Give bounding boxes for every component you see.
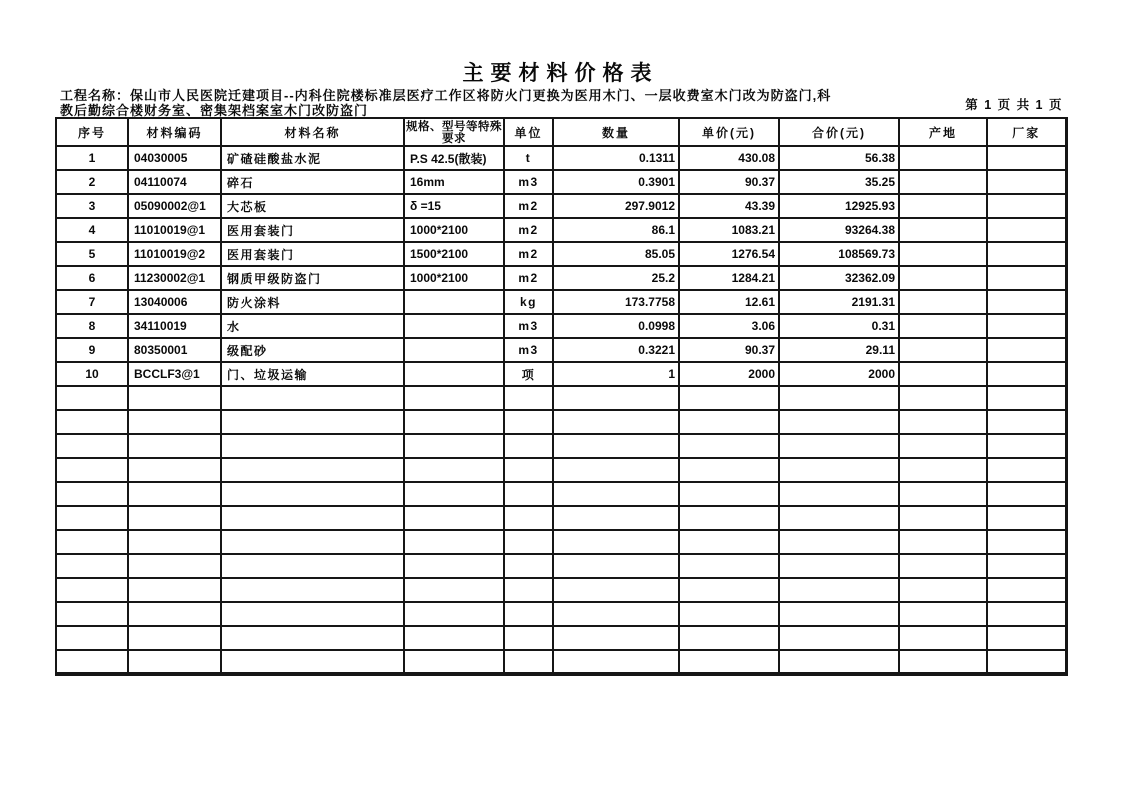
column-header-quantity: 数量 [553, 118, 679, 146]
cell-no: 2 [56, 170, 128, 194]
empty-cell [779, 650, 899, 674]
empty-cell [987, 506, 1066, 530]
cell-unit-price: 90.37 [679, 170, 779, 194]
empty-cell [679, 506, 779, 530]
cell-quantity: 173.7758 [553, 290, 679, 314]
empty-cell [679, 410, 779, 434]
empty-cell [504, 434, 553, 458]
cell-quantity: 85.05 [553, 242, 679, 266]
cell-origin [899, 170, 987, 194]
empty-cell [679, 458, 779, 482]
cell-spec [404, 314, 504, 338]
cell-unit: m3 [504, 314, 553, 338]
empty-cell [987, 626, 1066, 650]
page-indicator: 第 1 页 共 1 页 [965, 98, 1063, 112]
cell-unit: m2 [504, 218, 553, 242]
cell-name: 钢质甲级防盗门 [221, 266, 404, 290]
empty-cell [404, 458, 504, 482]
empty-cell [404, 434, 504, 458]
table-row [56, 290, 1066, 314]
cell-name: 矿碴硅酸盐水泥 [221, 146, 404, 170]
cell-spec: 1000*2100 [404, 266, 504, 290]
empty-cell [56, 410, 128, 434]
column-header-factory: 厂家 [987, 118, 1066, 146]
empty-cell [899, 530, 987, 554]
empty-cell [679, 482, 779, 506]
cell-spec: 1000*2100 [404, 218, 504, 242]
cell-no: 10 [56, 362, 128, 386]
cell-factory [987, 146, 1066, 170]
cell-origin [899, 242, 987, 266]
empty-cell [779, 626, 899, 650]
column-header-origin: 产地 [899, 118, 987, 146]
empty-cell [56, 554, 128, 578]
cell-name: 医用套装门 [221, 218, 404, 242]
empty-cell [899, 554, 987, 578]
cell-origin [899, 362, 987, 386]
cell-factory [987, 338, 1066, 362]
cell-unit-price: 1083.21 [679, 218, 779, 242]
cell-no: 3 [56, 194, 128, 218]
cell-code: 11010019@2 [128, 242, 221, 266]
cell-spec [404, 290, 504, 314]
cell-no: 5 [56, 242, 128, 266]
empty-cell [987, 434, 1066, 458]
cell-no: 4 [56, 218, 128, 242]
empty-cell [899, 650, 987, 674]
empty-cell [128, 578, 221, 602]
empty-cell [504, 578, 553, 602]
empty-cell [987, 650, 1066, 674]
empty-cell [504, 530, 553, 554]
empty-cell [779, 434, 899, 458]
cell-no: 6 [56, 266, 128, 290]
cell-unit-price: 1276.54 [679, 242, 779, 266]
empty-cell [899, 626, 987, 650]
empty-cell [221, 530, 404, 554]
material-price-table [55, 117, 1068, 676]
empty-cell [553, 506, 679, 530]
cell-unit-price: 90.37 [679, 338, 779, 362]
cell-origin [899, 290, 987, 314]
cell-unit: m2 [504, 266, 553, 290]
empty-cell [899, 386, 987, 410]
empty-cell [221, 434, 404, 458]
header-row [56, 118, 1066, 146]
empty-cell [553, 386, 679, 410]
empty-cell [504, 458, 553, 482]
column-header-spec-line1: 规格、型号等特殊 [406, 121, 502, 133]
empty-cell [56, 530, 128, 554]
empty-cell [779, 530, 899, 554]
cell-code: 80350001 [128, 338, 221, 362]
table-row [56, 242, 1066, 266]
empty-cell [899, 434, 987, 458]
cell-origin [899, 338, 987, 362]
cell-total-price: 108569.73 [779, 242, 899, 266]
cell-factory [987, 242, 1066, 266]
cell-unit: kg [504, 290, 553, 314]
empty-cell [504, 506, 553, 530]
cell-no: 9 [56, 338, 128, 362]
cell-quantity: 0.3221 [553, 338, 679, 362]
cell-name: 防火涂料 [221, 290, 404, 314]
cell-origin [899, 194, 987, 218]
cell-code: 13040006 [128, 290, 221, 314]
cell-origin [899, 314, 987, 338]
cell-total-price: 56.38 [779, 146, 899, 170]
empty-cell [679, 530, 779, 554]
cell-unit-price: 1284.21 [679, 266, 779, 290]
empty-cell [553, 410, 679, 434]
empty-cell [899, 482, 987, 506]
cell-unit: m2 [504, 242, 553, 266]
cell-factory [987, 194, 1066, 218]
empty-cell [404, 578, 504, 602]
empty-table-row [56, 410, 1066, 434]
empty-cell [221, 626, 404, 650]
cell-code: 05090002@1 [128, 194, 221, 218]
empty-table-row [56, 578, 1066, 602]
empty-cell [987, 458, 1066, 482]
empty-cell [56, 626, 128, 650]
empty-cell [779, 482, 899, 506]
empty-cell [779, 410, 899, 434]
project-name-line1: 工程名称：保山市人民医院迁建项目--内科住院楼标准层医疗工作区将防火门更换为医用木门、一层收费室木门改为防盗门,科 [60, 88, 832, 103]
cell-total-price: 2191.31 [779, 290, 899, 314]
empty-table-row [56, 626, 1066, 650]
cell-unit: 项 [504, 362, 553, 386]
empty-cell [504, 650, 553, 674]
cell-factory [987, 362, 1066, 386]
cell-factory [987, 314, 1066, 338]
cell-factory [987, 218, 1066, 242]
empty-cell [128, 458, 221, 482]
cell-unit-price: 430.08 [679, 146, 779, 170]
cell-factory [987, 266, 1066, 290]
cell-quantity: 1 [553, 362, 679, 386]
project-name-line2: 教后勤综合楼财务室、密集架档案室木门改防盗门 [60, 103, 369, 117]
empty-cell [504, 602, 553, 626]
empty-cell [221, 410, 404, 434]
empty-cell [504, 554, 553, 578]
empty-cell [899, 506, 987, 530]
empty-cell [779, 554, 899, 578]
cell-total-price: 2000 [779, 362, 899, 386]
cell-spec [404, 362, 504, 386]
empty-table-row [56, 554, 1066, 578]
cell-total-price: 35.25 [779, 170, 899, 194]
empty-cell [221, 554, 404, 578]
cell-total-price: 0.31 [779, 314, 899, 338]
column-header-spec [404, 118, 504, 146]
cell-unit: m3 [504, 338, 553, 362]
column-header-no: 序号 [56, 118, 128, 146]
cell-origin [899, 218, 987, 242]
empty-cell [553, 650, 679, 674]
empty-cell [679, 650, 779, 674]
cell-code: 11010019@1 [128, 218, 221, 242]
cell-spec: P.S 42.5(散装) [404, 146, 504, 170]
empty-cell [899, 458, 987, 482]
cell-name: 门、垃圾运输 [221, 362, 404, 386]
column-header-total-price: 合价(元) [779, 118, 899, 146]
empty-cell [128, 626, 221, 650]
empty-table-row [56, 506, 1066, 530]
empty-table-row [56, 482, 1066, 506]
empty-cell [128, 650, 221, 674]
empty-cell [128, 602, 221, 626]
empty-cell [404, 554, 504, 578]
cell-unit: m2 [504, 194, 553, 218]
table-row [56, 266, 1066, 290]
empty-cell [899, 602, 987, 626]
empty-cell [679, 626, 779, 650]
empty-cell [56, 458, 128, 482]
empty-cell [128, 482, 221, 506]
table-row [56, 170, 1066, 194]
empty-cell [56, 650, 128, 674]
empty-cell [679, 602, 779, 626]
empty-cell [553, 554, 679, 578]
empty-cell [553, 602, 679, 626]
empty-cell [221, 602, 404, 626]
cell-factory [987, 290, 1066, 314]
table-row [56, 314, 1066, 338]
empty-cell [779, 506, 899, 530]
empty-cell [553, 434, 679, 458]
table-row [56, 218, 1066, 242]
cell-code: 11230002@1 [128, 266, 221, 290]
cell-quantity: 0.1311 [553, 146, 679, 170]
empty-cell [404, 602, 504, 626]
empty-cell [553, 578, 679, 602]
empty-cell [987, 578, 1066, 602]
cell-spec: 16mm [404, 170, 504, 194]
cell-code: BCCLF3@1 [128, 362, 221, 386]
empty-cell [553, 482, 679, 506]
empty-table-row [56, 458, 1066, 482]
cell-unit-price: 12.61 [679, 290, 779, 314]
empty-cell [679, 386, 779, 410]
cell-quantity: 0.0998 [553, 314, 679, 338]
cell-total-price: 29.11 [779, 338, 899, 362]
empty-cell [779, 458, 899, 482]
cell-quantity: 86.1 [553, 218, 679, 242]
empty-cell [404, 410, 504, 434]
empty-cell [679, 578, 779, 602]
cell-name: 水 [221, 314, 404, 338]
column-header-unit: 单位 [504, 118, 553, 146]
empty-cell [221, 650, 404, 674]
cell-factory [987, 170, 1066, 194]
empty-cell [987, 602, 1066, 626]
cell-spec [404, 338, 504, 362]
empty-cell [679, 434, 779, 458]
empty-cell [504, 482, 553, 506]
empty-cell [553, 626, 679, 650]
empty-cell [221, 506, 404, 530]
empty-cell [987, 410, 1066, 434]
empty-cell [987, 554, 1066, 578]
table-row [56, 362, 1066, 386]
empty-cell [56, 578, 128, 602]
column-header-spec-line2: 要求 [442, 133, 466, 145]
empty-cell [553, 530, 679, 554]
empty-cell [221, 458, 404, 482]
table-row [56, 146, 1066, 170]
cell-unit-price: 43.39 [679, 194, 779, 218]
column-header-unit-price: 单价(元) [679, 118, 779, 146]
empty-cell [221, 578, 404, 602]
cell-spec: 1500*2100 [404, 242, 504, 266]
empty-cell [504, 410, 553, 434]
empty-cell [404, 506, 504, 530]
empty-cell [56, 506, 128, 530]
cell-unit-price: 2000 [679, 362, 779, 386]
cell-code: 04030005 [128, 146, 221, 170]
empty-cell [779, 386, 899, 410]
empty-table-row [56, 602, 1066, 626]
cell-code: 34110019 [128, 314, 221, 338]
empty-cell [504, 386, 553, 410]
column-header-name: 材料名称 [221, 118, 404, 146]
cell-origin [899, 266, 987, 290]
empty-cell [779, 602, 899, 626]
page-title: 主要材料价格表 [462, 62, 659, 85]
cell-unit-price: 3.06 [679, 314, 779, 338]
empty-cell [128, 434, 221, 458]
cell-code: 04110074 [128, 170, 221, 194]
empty-cell [553, 458, 679, 482]
empty-cell [128, 410, 221, 434]
empty-cell [128, 530, 221, 554]
empty-table-row [56, 386, 1066, 410]
cell-total-price: 93264.38 [779, 218, 899, 242]
cell-quantity: 25.2 [553, 266, 679, 290]
cell-name: 大芯板 [221, 194, 404, 218]
empty-cell [404, 650, 504, 674]
empty-cell [404, 482, 504, 506]
empty-cell [221, 482, 404, 506]
empty-cell [987, 530, 1066, 554]
cell-no: 1 [56, 146, 128, 170]
empty-cell [128, 554, 221, 578]
empty-cell [404, 530, 504, 554]
cell-name: 级配砂 [221, 338, 404, 362]
empty-cell [128, 386, 221, 410]
cell-total-price: 12925.93 [779, 194, 899, 218]
cell-name: 碎石 [221, 170, 404, 194]
cell-unit: t [504, 146, 553, 170]
cell-no: 7 [56, 290, 128, 314]
empty-table-row [56, 650, 1066, 674]
empty-table-row [56, 530, 1066, 554]
empty-cell [987, 482, 1066, 506]
empty-cell [679, 554, 779, 578]
cell-no: 8 [56, 314, 128, 338]
empty-cell [779, 578, 899, 602]
empty-cell [987, 386, 1066, 410]
empty-cell [899, 578, 987, 602]
empty-cell [404, 626, 504, 650]
empty-cell [404, 386, 504, 410]
table-row [56, 194, 1066, 218]
empty-cell [56, 386, 128, 410]
cell-quantity: 297.9012 [553, 194, 679, 218]
cell-origin [899, 146, 987, 170]
empty-table-row [56, 434, 1066, 458]
table-body [56, 146, 1066, 674]
cell-total-price: 32362.09 [779, 266, 899, 290]
cell-quantity: 0.3901 [553, 170, 679, 194]
empty-cell [56, 482, 128, 506]
table-row [56, 338, 1066, 362]
empty-cell [56, 602, 128, 626]
empty-cell [504, 626, 553, 650]
empty-cell [128, 506, 221, 530]
empty-cell [899, 410, 987, 434]
column-header-code: 材料编码 [128, 118, 221, 146]
empty-cell [221, 386, 404, 410]
cell-unit: m3 [504, 170, 553, 194]
cell-name: 医用套装门 [221, 242, 404, 266]
empty-cell [56, 434, 128, 458]
cell-spec: δ =15 [404, 194, 504, 218]
